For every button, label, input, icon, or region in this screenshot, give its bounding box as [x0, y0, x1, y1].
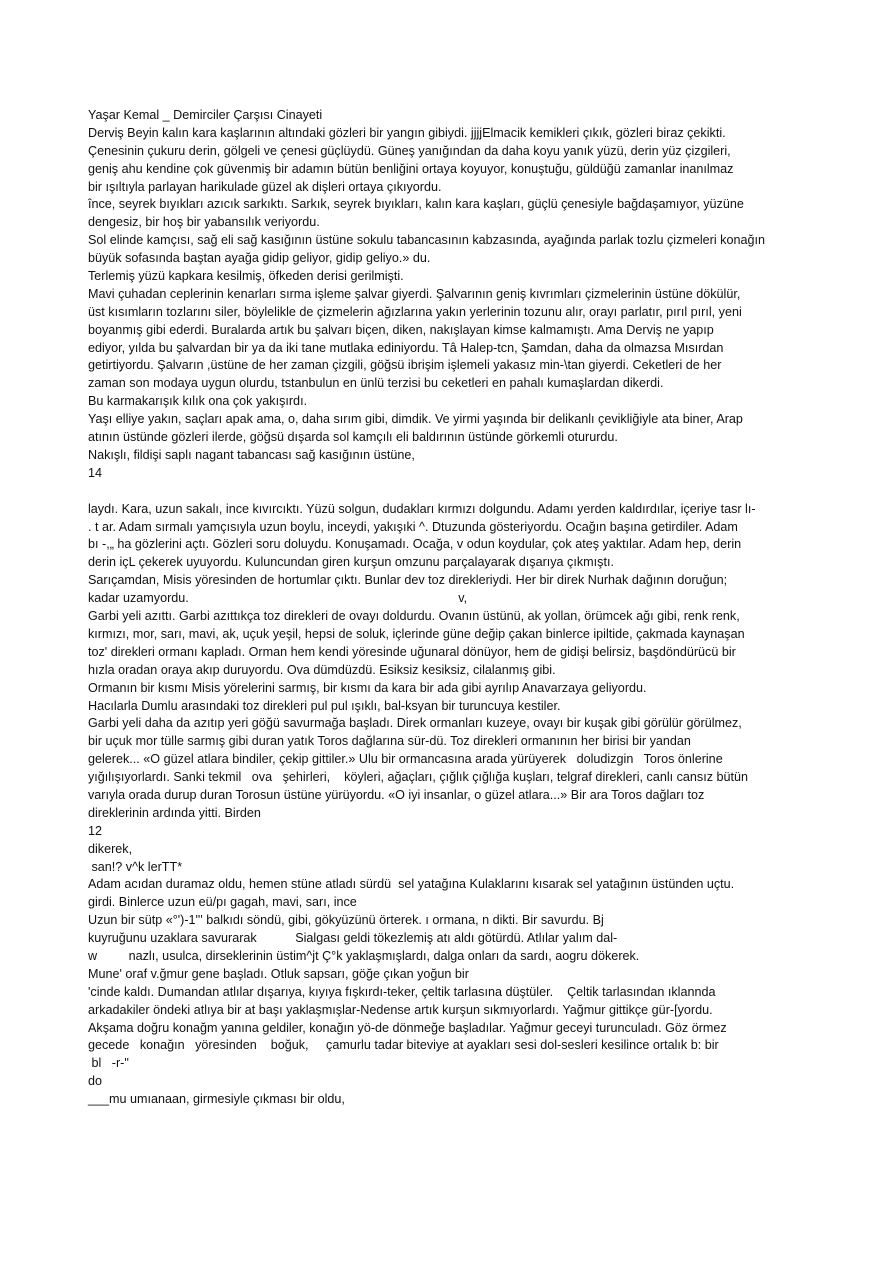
text-line: kırmızı, mor, sarı, mavi, ak, uçuk yeşil, hepsi de soluk, içlerinde güne değip çakan binlerce ipiltide, çakmada kaynaşan: [88, 626, 745, 641]
text-line: büyük sofasında baştan ayağa gidip geliyor, gidip geliyo.» du.: [88, 251, 431, 266]
text-line: geniş ahu kendine çok güvenmiş bir adamın bütün benliğini ortaya koyuyor, konuştuğu, güldüğü zamanlar inanılmaz: [88, 161, 734, 176]
text-line: ___mu umıanaan, girmesiyle çıkması bir oldu,: [88, 1092, 345, 1107]
text-line: yığılışıyorlardı. Sanki tekmil ova şehirleri, köyleri, ağaçları, çığlık çığlığa kuşları, telgraf direkleri, canlı cansız bütün: [88, 770, 749, 785]
text-line: înce, seyrek bıyıkları azıcık sarkıktı. Sarkık, seyrek bıyıkları, kalın kara kaşları, güçlü çenesiyle bağdaşamıyor, yüzüne: [88, 197, 744, 212]
text-line: Yaşı elliye yakın, saçları apak ama, o, daha sırım gibi, dimdik. Ve yirmi yaşında bir delikanlı çevikliğiyle ata biner, Arap: [88, 412, 743, 427]
text-block-1: [88, 107, 808, 483]
text-line: gecede konağın yöresinden boğuk, çamurlu tadar biteviye at ayakları sesi dol-sesleri kesilince ortalık b: bir: [88, 1038, 719, 1053]
document-page: [88, 107, 808, 1109]
text-line: getirtiyordu. Şalvarın ,üstüne de her zaman çizgili, göğsü ibrişim işlemeli yakasız min-\tan giyerdi. Ceketleri de her: [88, 358, 722, 373]
text-line: kadar uzamyordu. v,: [88, 591, 468, 606]
section-gap: [88, 483, 808, 501]
text-line: üst kısımların tozlarını siler, böylelikle de çizmelerin ağızlarına yakın yerlerinin tozunu alır, orayı parlatır, pırıl pırıl, yeni: [88, 304, 742, 319]
text-line: laydı. Kara, uzun sakalı, ince kıvırcıktı. Yüzü solgun, dudakları kırmızı dolgundu. Adamı yerden kaldırdılar, içeriye tasr lı-: [88, 501, 756, 516]
text-line: varıyla orada durup duran Torosun üstüne yürüyordu. «O iyi insanlar, o güzel atlara...» Bir ara Toros dağları toz: [88, 787, 705, 802]
text-line: ediyor, yılda bu şalvardan bir ya da iki tane mutlaka ediniyordu. Tâ Halep-tcn, Şamdan, daha da olmazsa Mısırdan: [88, 340, 724, 355]
text-line: bir ışıltıyla parlayan harikulade güzel ak dişleri ortaya çıkıyordu.: [88, 179, 442, 194]
text-line: zaman son modaya uygun olurdu, tstanbulun en ünlü terzisi bu ceketleri en pahalı kumaşlardan dikerdi.: [88, 376, 664, 391]
text-line: do: [88, 1074, 103, 1089]
text-line: bı -,„ ha gözlerini açtı. Gözleri soru doluydu. Konuşamadı. Ocağa, v odun koydular, çok ateş yaktılar. Adam hep, derin: [88, 537, 742, 552]
text-line: Sarıçamdan, Misis yöresinden de hortumlar çıktı. Bunlar dev toz direkleriydi. Her bir direk Nurhak dağının doruğun;: [88, 573, 728, 588]
text-line: boyanmış gibi ederdi. Buralarda artık bu şalvarı biçen, diken, nakışlayan kimse kalmamıştı. Ama Derviş ne yapıp: [88, 322, 714, 337]
document-title: Yaşar Kemal _ Demirciler Çarşısı Cinayeti: [88, 108, 323, 122]
text-line: w nazlı, usulca, dirseklerinin üstim^jt Ç°k yaklaşmışlardı, dalga onları da sardı, aogru dökerek.: [88, 948, 640, 963]
text-line: Bu karmakarışık kılık ona çok yakışırdı.: [88, 394, 308, 409]
text-line: Sol elinde kamçısı, sağ eli sağ kasığının üstüne sokulu tabancasının kabzasında, ayağında parlak tozlu çizmeleri konağın: [88, 233, 765, 248]
text-line: atının üstünde gözleri ilerde, göğsü dışarda sol kamçılı eli baldırının üstünde görkemli otururdu.: [88, 430, 618, 445]
text-line: dikerek,: [88, 841, 133, 856]
text-line: derin içL çekerek uyuyordu. Kuluncundan giren kurşun omzunu parçalayarak dışarıya çıkmıştı.: [88, 555, 614, 570]
text-line: Çenesinin çukuru derin, gölgeli ve çenesi güçlüydü. Güneş yanığından da daha koyu yanık yüzü, derin yüz çizgileri,: [88, 143, 731, 158]
text-line: arkadakiler öndeki atlıya bir at başı yaklaşmışlar-Nedense artık kurşun sıkmıyorlardı. Yağmur gittikçe gür-[yordu.: [88, 1002, 713, 1017]
text-line: Garbi yeli azıttı. Garbi azıttıkça toz direkleri de ovayı doldurdu. Ovanın üstünü, ak yollan, örümcek ağı gibi, renk renk,: [88, 609, 740, 624]
text-line: Garbi yeli daha da azıtıp yeri göğü savurmağa başladı. Direk ormanları kuzeye, ovayı bir kuşak gibi görülür görülmez,: [88, 716, 742, 731]
text-line: Derviş Beyin kalın kara kaşlarının altındaki gözleri bir yangın gibiydi. jjjjElmacik kemikleri çıkık, gözleri biraz çekikti.: [88, 125, 726, 140]
text-line: toz' direkleri ormanı kapladı. Orman hem kendi yöresinde uğunaral dönüyor, hem de gidişi belirsiz, başdöndürücü bir: [88, 644, 736, 659]
text-line: Akşama doğru konağm yanına geldiler, konağın yö-de dönmeğe başladılar. Yağmur geceyi turunculadı. Göz örmez: [88, 1020, 727, 1035]
text-line: . t ar. Adam sırmalı yamçısıyla uzun boylu, inceydi, yakışıki ^. Dtuzunda gösteriyordu. Ocağın başına getirdiler. Adam: [88, 519, 738, 534]
text-block-2: [88, 501, 808, 1109]
text-line: girdi. Binlerce uzun eü/pı gagah, mavi, sarı, ince: [88, 895, 357, 910]
text-line: Terlemiş yüzü kapkara kesilmiş, öfkeden derisi gerilmişti.: [88, 269, 404, 284]
text-line: kuyruğunu uzaklara savurarak Sialgası geldi tökezlemiş atı aldı götürdü. Atlılar yalım dal-: [88, 931, 618, 946]
text-line: Uzun bir sütp «°')-1''' balkıdı söndü, gibi, gökyüzünü örterek. ı ormana, n dikti. Bir savurdu. Bj: [88, 913, 604, 928]
text-line: Adam acıdan duramaz oldu, hemen stüne atladı sürdü sel yatağına Kulaklarını kısarak sel yatağının üstünden uçtu.: [88, 877, 735, 892]
page-number: 12: [88, 823, 103, 838]
text-line: bir uçuk mor tülle sarmış gibi duran yatık Toros dağlarına sür-dü. Toz direkleri ormanının her birisi bir yandan: [88, 734, 691, 749]
text-line: Hacılarla Dumlu arasındaki toz direkleri pul pul ışıklı, bal-ksyan bir turuncuya kestiler.: [88, 698, 561, 713]
text-line: san!? v^k lerTT*: [88, 859, 183, 874]
text-line: Ormanın bir kısmı Misis yörelerini sarmış, bir kısmı da kara bir ada gibi ayrılıp Anavarzaya geliyordu.: [88, 680, 647, 695]
text-line: direklerinin ardında yitti. Birden: [88, 805, 261, 820]
text-line: bl -r-": [88, 1056, 129, 1071]
text-line: gelerek... «O güzel atlara bindiler, çekip gittiler.» Ulu bir ormancasına arada yürüyerek doludizgin Toros önlerine: [88, 752, 723, 767]
text-line: Mune' oraf v.ğmur gene başladı. Otluk sapsarı, göğe çıkan yoğun bir: [88, 966, 469, 981]
text-line: Nakışlı, fildişi saplı nagant tabancası sağ kasığının üstüne,: [88, 447, 415, 462]
text-line: 'cinde kaldı. Dumandan atlılar dışarıya, kıyıya fışkırdı-teker, çeltik tarlasına düştüler. Çeltik tarlasından ıklannda: [88, 984, 716, 999]
text-line: dengesiz, bir hoş bir yabansılık veriyordu.: [88, 215, 320, 230]
text-line: Mavi çuhadan ceplerinin kenarları sırma işleme şalvar giyerdi. Şalvarının geniş kıvrımları çizmelerinin üstüne dökülür,: [88, 286, 741, 301]
text-line: hızla oradan oraya akıp duruyordu. Ova dümdüzdü. Esiksiz kesiksiz, cilalanmış gibi.: [88, 662, 556, 677]
page-number: 14: [88, 465, 103, 480]
